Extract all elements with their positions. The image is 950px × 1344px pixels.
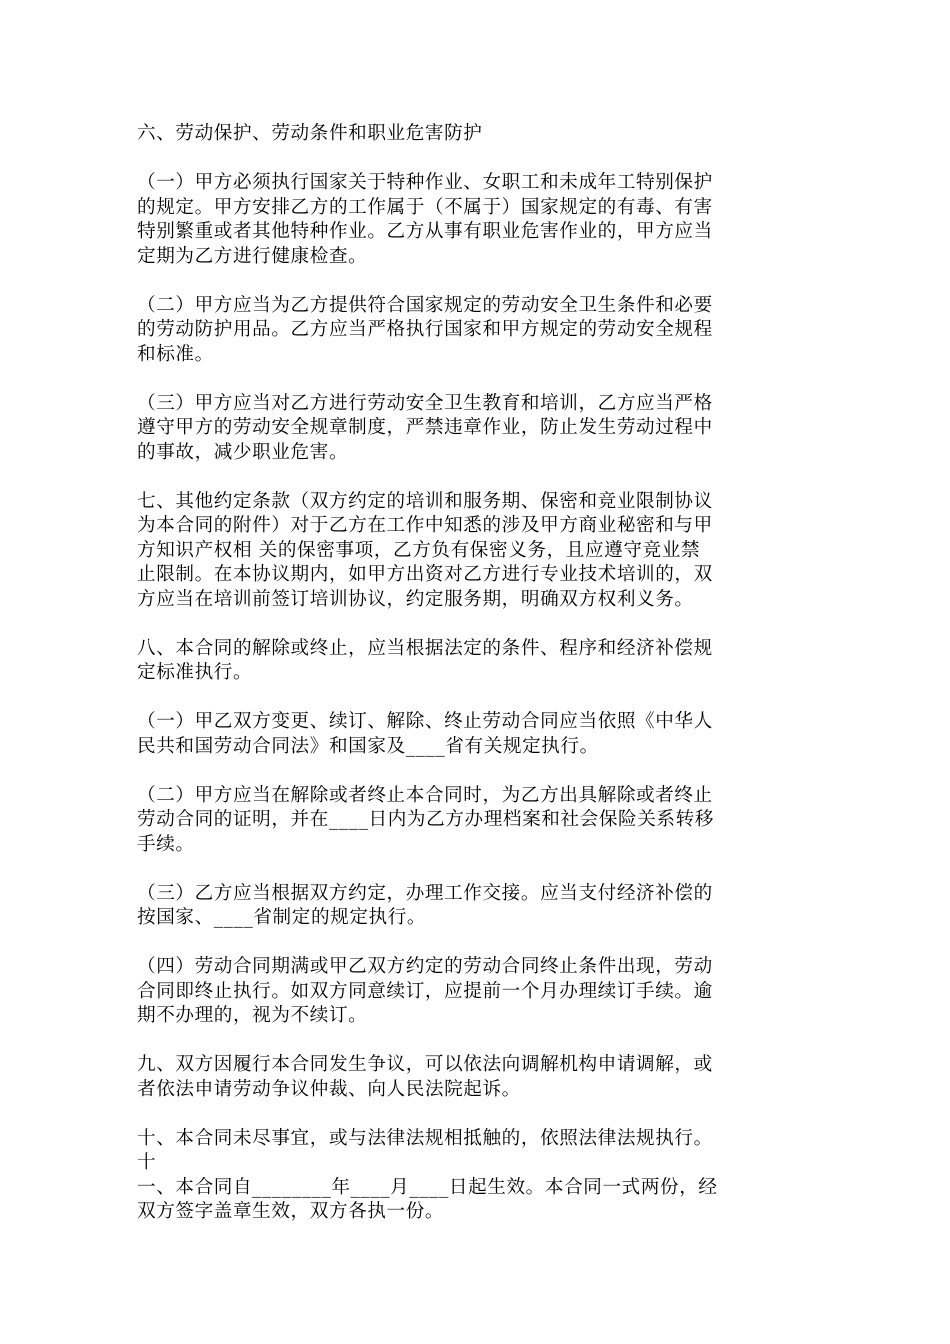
section-9	[137, 1053, 817, 1102]
text-line: 双方签字盖章生效，双方各执一份。	[137, 1201, 445, 1222]
text-line: （一）甲乙双方变更、续订、解除、终止劳动合同应当依照《中华人	[137, 711, 713, 732]
text-line: 十、本合同未尽事宜，或与法律法规相抵触的，依照法律法规执行。	[137, 1127, 713, 1149]
text-line: 方知识产权相 关的保密事项，乙方负有保密义务，且应遵守竞业禁	[137, 539, 701, 561]
text-line: （三）乙方应当根据双方约定，办理工作交接。应当支付经济补偿的	[137, 882, 713, 904]
clause-8-4	[137, 955, 817, 1029]
document-body	[137, 122, 817, 1249]
text-line: 民共和国劳动合同法》和国家及____省有关规定执行。	[137, 735, 599, 757]
text-line: （一）甲方必须执行国家关于特种作业、女职工和未成年工特别保护	[137, 172, 713, 193]
section-6-heading	[137, 122, 817, 147]
section-7	[137, 490, 817, 613]
text-line: 定期为乙方进行健康检查。	[137, 245, 368, 267]
section-10-11	[137, 1127, 817, 1225]
text-line: 为本合同的附件）对于乙方在工作中知悉的涉及甲方商业秘密和与甲	[137, 515, 713, 536]
text-line: 和标准。	[137, 343, 214, 365]
text-line: 按国家、____省制定的规定执行。	[137, 907, 427, 928]
text-line: 合同即终止执行。如双方同意续订，应提前一个月办理续订手续。逾	[137, 980, 713, 1002]
text-line: 八、本合同的解除或终止，应当根据法定的条件、程序和经济补偿规	[137, 637, 713, 659]
text-line: 的事故，减少职业危害。	[137, 441, 349, 463]
clause-6-2	[137, 294, 817, 368]
text-line: （二）甲方应当在解除或者终止本合同时，为乙方出具解除或者终止	[137, 784, 713, 806]
text-line: （三）甲方应当对乙方进行劳动安全卫生教育和培训，乙方应当严格	[137, 392, 713, 414]
section-8	[137, 637, 817, 686]
text-line: 九、双方因履行本合同发生争议，可以依法向调解机构申请调解，或	[137, 1054, 713, 1075]
text-line: 七、其他约定条款（双方约定的培训和服务期、保密和竞业限制协议	[137, 490, 713, 512]
text-line: 者依法申请劳动争议仲裁、向人民法院起诉。	[137, 1078, 521, 1100]
text-line: （二）甲方应当为乙方提供符合国家规定的劳动安全卫生条件和必要	[137, 294, 713, 316]
text-line: 六、劳动保护、劳动条件和职业危害防护	[137, 123, 483, 144]
text-line: 手续。	[137, 833, 195, 855]
clause-8-3	[137, 882, 817, 931]
text-line: 期不办理的，视为不续订。	[137, 1005, 368, 1026]
text-line: 定标准执行。	[137, 662, 253, 683]
text-line: 止限制。在本协议期内，如甲方出资对乙方进行专业技术培训的，双	[137, 564, 713, 585]
text-line: 遵守甲方的劳动安全规章制度，严禁违章作业，防止发生劳动过程中	[137, 417, 713, 438]
text-line: （四）劳动合同期满或甲乙双方约定的劳动合同终止条件出现，劳动	[137, 956, 713, 977]
text-line: 十	[137, 1152, 157, 1173]
text-line: 的劳动防护用品。乙方应当严格执行国家和甲方规定的劳动安全规程	[137, 319, 713, 340]
text-line: 的规定。甲方安排乙方的工作属于（不属于）国家规定的有毒、有害	[137, 196, 713, 218]
clause-6-1	[137, 171, 817, 269]
clause-8-2	[137, 784, 817, 858]
text-line: 劳动合同的证明，并在____日内为乙方办理档案和社会保险关系转移	[137, 809, 715, 830]
clause-6-3	[137, 392, 817, 466]
text-line: 特别繁重或者其他特种作业。乙方从事有职业危害作业的，甲方应当	[137, 221, 713, 242]
text-line: 一、本合同自________年____月____日起生效。本合同一式两份，经	[137, 1176, 718, 1198]
text-line: 方应当在培训前签订培训协议，约定服务期，明确双方权利义务。	[137, 588, 694, 610]
clause-8-1	[137, 710, 817, 759]
